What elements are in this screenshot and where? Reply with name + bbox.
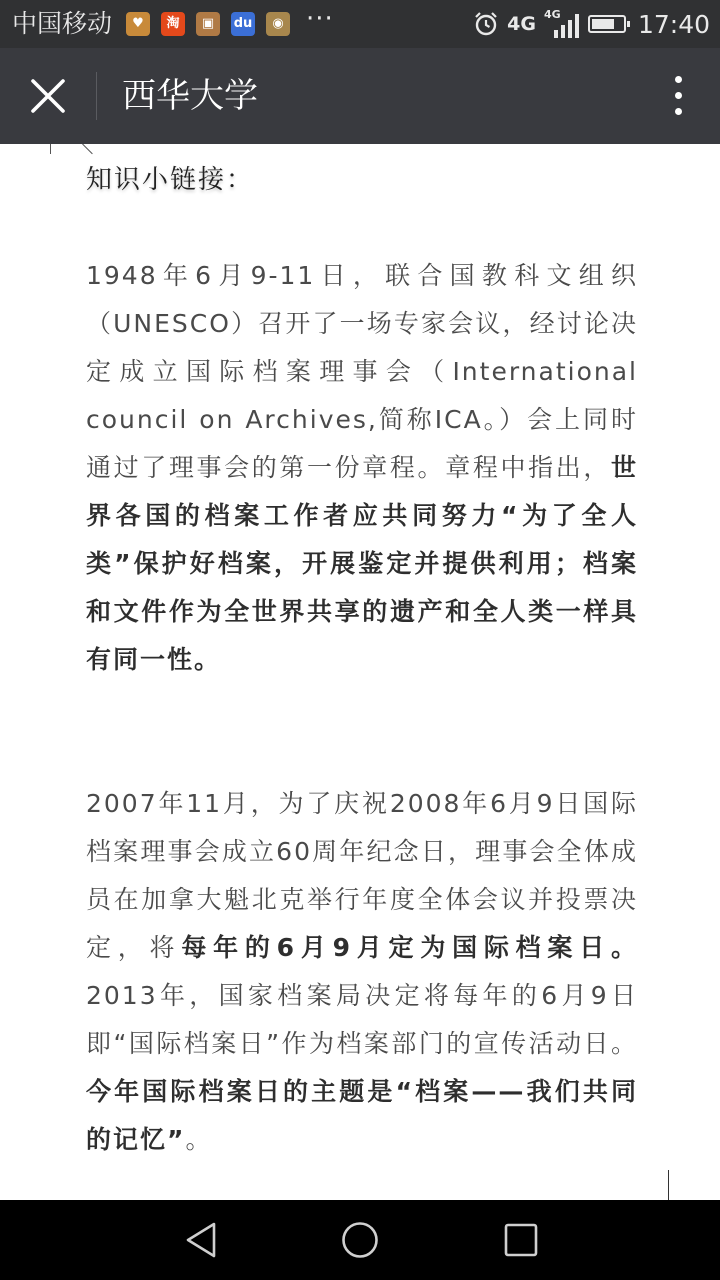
navigation-bar bbox=[0, 1200, 720, 1280]
battery-icon bbox=[588, 15, 626, 33]
section-heading: 知识小链接： bbox=[86, 165, 255, 195]
clock-time: 17:40 bbox=[637, 9, 710, 39]
status-bar bbox=[0, 0, 720, 48]
signal-strength-icon bbox=[544, 10, 580, 38]
article-content[interactable] bbox=[0, 144, 720, 1200]
system-status bbox=[473, 8, 710, 40]
emphasized-text: 世界各国的档案工作者应共同努力“为了全人类”保护好档案，开展鉴定并提供利用；档案和文件作为全世界共享的遗产和全人类一样具有同一性。 bbox=[86, 453, 638, 674]
music-app-icon: ◉ bbox=[266, 12, 290, 36]
decorative-corner-diagonal bbox=[82, 144, 93, 154]
body-text: 1948年6月9-11日，联合国教科文组织（UNESCO）召开了一场专家会议，经讨论决定成立国际档案理事会（International council on Archives,简称ICA。）会上同时通过了理事会的第一份章程。章程中指出， bbox=[86, 261, 638, 482]
network-type-4g: 4G bbox=[507, 13, 536, 35]
network-type-secondary: 4G bbox=[543, 8, 561, 21]
body-text: 。 bbox=[185, 1125, 213, 1154]
title-divider bbox=[96, 72, 97, 120]
paragraph-archives-day bbox=[86, 780, 638, 1164]
more-options-button[interactable] bbox=[666, 74, 690, 118]
more-notifications-icon: ··· bbox=[306, 4, 334, 34]
notification-icons bbox=[126, 12, 290, 36]
paragraph-ica-history bbox=[86, 252, 638, 684]
decorative-border-line bbox=[668, 1170, 669, 1200]
emphasized-text: 每年的6月9月定为国际档案日。 bbox=[181, 933, 638, 962]
close-button[interactable] bbox=[24, 72, 72, 120]
decorative-corner-line bbox=[50, 144, 51, 154]
page-title: 西华大学 bbox=[122, 76, 258, 116]
home-button[interactable] bbox=[341, 1221, 379, 1259]
gallery-app-icon: ▣ bbox=[196, 12, 220, 36]
back-button[interactable] bbox=[182, 1220, 220, 1260]
body-text: 2013年，国家档案局决定将每年的6月9日即“国际档案日”作为档案部门的宣传活动日。 bbox=[86, 981, 638, 1058]
recent-apps-button[interactable] bbox=[503, 1222, 539, 1258]
emphasized-text: 今年国际档案日的主题是“档案——我们共同的记忆” bbox=[86, 1077, 638, 1154]
body-text: 2007年11月，为了庆祝2008年6月9日国际档案理事会成立60周年纪念日，理事会全体成员在加拿大魁北克举行年度全体会议并投票决定，将 bbox=[86, 789, 638, 962]
baidu-app-icon: du bbox=[231, 12, 255, 36]
health-app-icon: ♥ bbox=[126, 12, 150, 36]
title-bar bbox=[0, 48, 720, 144]
carrier-name: 中国移动 bbox=[12, 9, 113, 38]
alarm-clock-icon bbox=[473, 11, 499, 37]
taobao-app-icon: 淘 bbox=[161, 12, 185, 36]
